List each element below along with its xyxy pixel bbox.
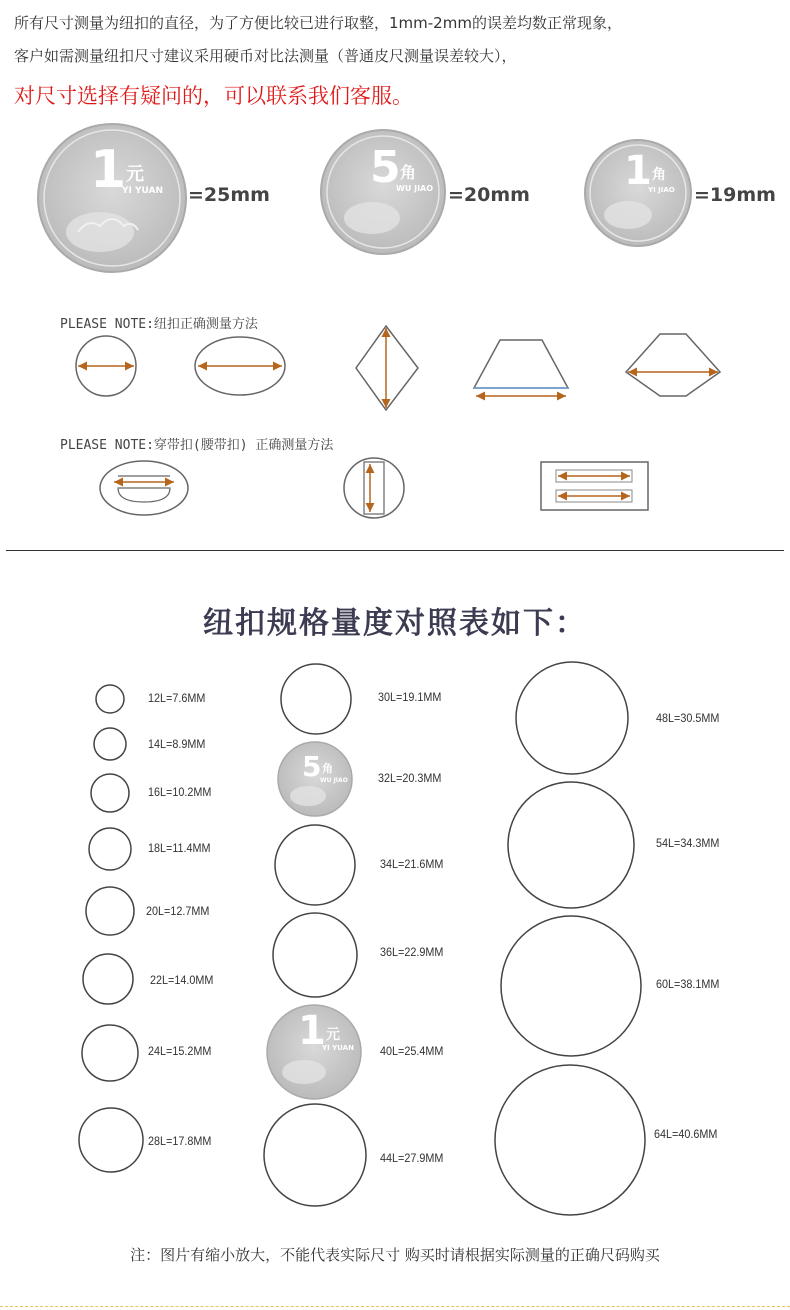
size-label-44L: 44L=27.9MM [380,1151,444,1165]
size-circle-54L [508,782,634,908]
size-circle-24L [82,1025,138,1081]
size-circles-column-1 [79,685,143,1172]
diagram-oval-button [195,337,285,395]
diagram-belt-buckle-round [344,458,404,518]
intro-line-1: 所有尺寸测量为纽扣的直径，为了方便比较已进行取整，1mm-2mm的误差均数正常现象， [14,14,622,32]
coin-five-jiao-unit: 角 [400,163,417,182]
size-label-20L: 20L=12.7MM [146,904,210,918]
marker-coin-one-yuan-digit: 1 [298,1008,326,1054]
size-label-60L: 60L=38.1MM [656,977,720,991]
size-circle-12L [96,685,124,713]
marker-coin-five-jiao-unit: 角 [322,762,333,775]
size-chart-title [0,598,790,642]
size-circle-20L [86,887,134,935]
size-circle-60L [501,916,641,1056]
size-label-32L: 32L=20.3MM [378,771,442,785]
size-label-54L: 54L=34.3MM [656,836,720,850]
diagram-round-button [76,336,136,396]
size-circles-column-2 [264,664,366,1206]
intro-line-2: 客户如需测量纽扣尺寸建议采用硬币对比法测量（普通皮尺测量误差较大）， [14,47,517,65]
section-divider [6,550,784,551]
marker-coin-one-yuan-pinyin: YI YUAN [322,1044,354,1052]
bottom-dashed-line [0,1306,790,1307]
marker-coin-one-yuan-unit: 元 [326,1027,340,1043]
coin-one-yuan-digit: 1 [90,140,127,200]
size-label-12L: 12L=7.6MM [148,691,206,705]
coin-one-yuan-unit: 元 [126,164,144,185]
marker-coin-five-jiao-pinyin: WU JIAO [320,777,348,784]
size-label-22L: 22L=14.0MM [150,973,214,987]
coin-one-jiao-unit: 角 [652,167,666,183]
coin-five-jiao-pinyin: WU JIAO [396,184,434,193]
marker-coin-five-jiao-digit: 5 [302,750,322,783]
diagram-hexagon-button [626,334,720,396]
size-circle-14L [94,728,126,760]
size-label-28L: 28L=17.8MM [148,1134,212,1148]
size-label-36L: 36L=22.9MM [380,945,444,959]
size-circle-36L [273,913,357,997]
diagram-trapezoid-button [474,340,568,396]
size-circle-28L [79,1108,143,1172]
intro-line-3-warning: 对尺寸选择有疑问的，可以联系我们客服。 [14,84,413,108]
size-label-18L: 18L=11.4MM [148,841,211,855]
size-circle-64L [495,1065,645,1215]
size-label-16L: 16L=10.2MM [148,785,212,799]
coin-one-jiao-pinyin: YI JIAO [648,186,675,194]
coin-five-jiao-digit: 5 [370,142,401,193]
diagram-belt-buckle-rect [541,462,648,510]
size-circle-18L [89,828,131,870]
coin-one-yuan-size: =25mm [188,184,270,206]
coin-one-jiao-size: =19mm [694,184,776,206]
size-circle-30L [281,664,351,734]
coin-one-yuan-pinyin: YI YUAN [122,186,164,196]
size-label-30L: 30L=19.1MM [378,690,442,704]
size-circle-16L [91,774,129,812]
size-circle-34L [275,825,355,905]
size-chart-title-text: 纽扣规格量度对照表如下： [203,606,587,641]
size-circle-48L [516,662,628,774]
size-label-48L: 48L=30.5MM [656,711,720,725]
note-correct-method: PLEASE NOTE:纽扣正确测量方法 [60,317,258,332]
coin-one-jiao-digit: 1 [624,148,652,194]
size-label-14L: 14L=8.9MM [148,737,206,751]
size-circles-column-3 [495,662,645,1215]
coin-five-jiao-size: =20mm [448,184,530,206]
size-circle-22L [83,954,133,1004]
note-belt-method: PLEASE NOTE:穿带扣(腰带扣) 正确测量方法 [60,438,334,453]
size-circle-44L [264,1104,366,1206]
footnote-disclaimer: 注：图片有缩小放大，不能代表实际尺寸 购买时请根据实际测量的正确尺码购买 [130,1246,660,1264]
size-label-24L: 24L=15.2MM [148,1044,212,1058]
diagram-belt-buckle-oval [100,461,188,515]
size-label-34L: 34L=21.6MM [380,857,444,871]
diagram-diamond-button [356,326,418,410]
size-label-40L: 40L=25.4MM [380,1044,444,1058]
size-label-64L: 64L=40.6MM [654,1127,718,1141]
